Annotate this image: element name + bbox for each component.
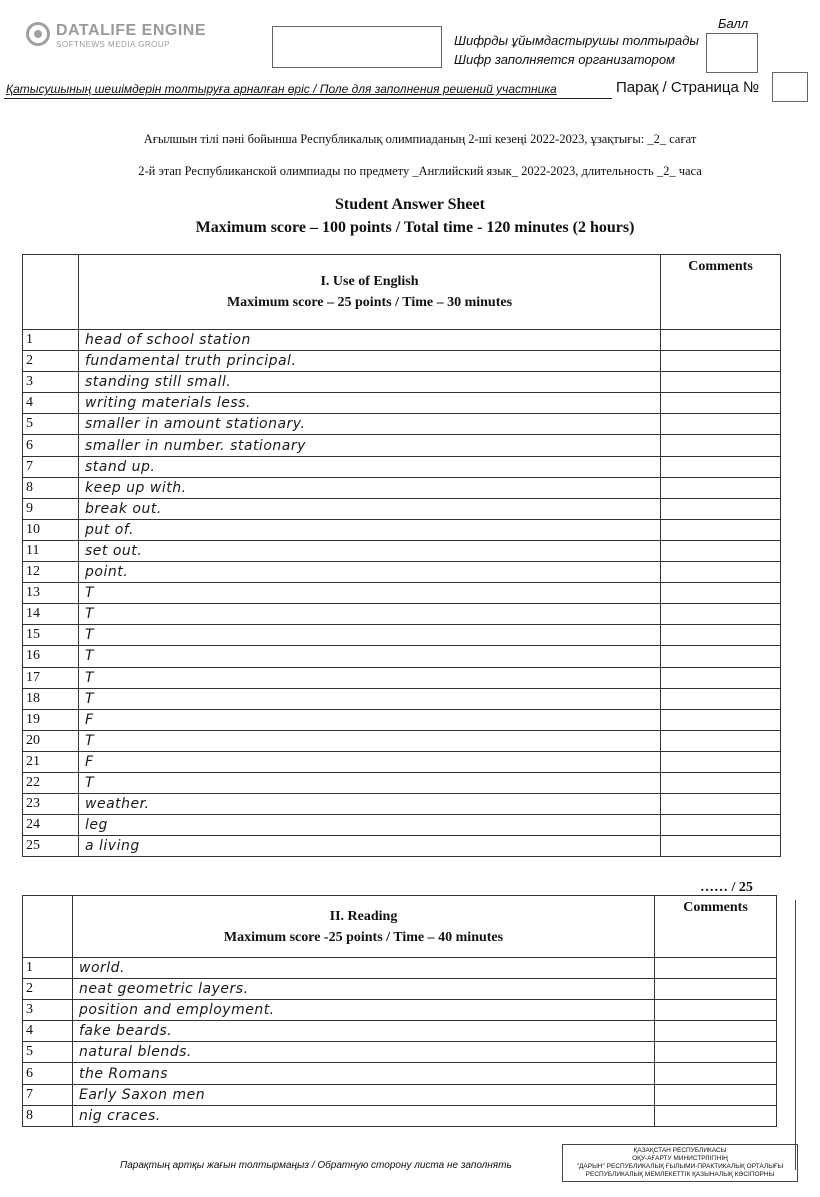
answer-cell[interactable]: head of school station <box>79 330 661 351</box>
field-note: Қатысушының шешімдерін толтыруға арналған өріс / Поле для заполнения решений участника <box>6 82 557 96</box>
answer-cell[interactable]: T <box>79 772 661 793</box>
question-number: 9 <box>23 498 79 519</box>
comment-cell[interactable] <box>655 1021 777 1042</box>
answer-row <box>23 646 781 667</box>
answer-cell[interactable]: fundamental truth principal. <box>79 351 661 372</box>
watermark-logo <box>26 22 216 52</box>
answer-cell[interactable]: T <box>79 688 661 709</box>
watermark-sub: SOFTNEWS MEDIA GROUP <box>56 40 171 49</box>
comment-cell[interactable] <box>661 604 781 625</box>
comment-cell[interactable] <box>661 435 781 456</box>
question-number: 4 <box>23 393 79 414</box>
sheet-title: Student Answer Sheet <box>335 196 485 213</box>
comment-cell[interactable] <box>661 709 781 730</box>
answer-row <box>23 435 781 456</box>
answer-cell[interactable]: keep up with. <box>79 477 661 498</box>
question-number: 6 <box>23 1063 73 1084</box>
answer-row <box>23 1021 777 1042</box>
stamp-line-4: РЕСПУБЛИКАЛЫҚ МЕМЛЕКЕТТІК ҚАЗЫНАЛЫҚ КӘСІПОРНЫ <box>585 1171 775 1178</box>
answer-row <box>23 519 781 540</box>
section1-header-num <box>23 255 79 330</box>
comment-cell[interactable] <box>655 1000 777 1021</box>
answer-row <box>23 625 781 646</box>
olympiad-line-ru: 2-й этап Республиканской олимпиады по предмету _Английский язык_ 2022-2023, длительность _2_ часа <box>138 164 702 178</box>
section2-comments-header: Comments <box>655 896 777 958</box>
answer-row <box>23 1084 777 1105</box>
question-number: 20 <box>23 730 79 751</box>
answer-row <box>23 751 781 772</box>
answer-row <box>23 604 781 625</box>
answer-cell[interactable]: put of. <box>79 519 661 540</box>
section2-header <box>73 896 655 958</box>
answer-row <box>23 477 781 498</box>
question-number: 6 <box>23 435 79 456</box>
answer-row <box>23 979 777 1000</box>
answer-row <box>23 372 781 393</box>
comment-cell[interactable] <box>655 1105 777 1126</box>
answer-row <box>23 330 781 351</box>
question-number: 8 <box>23 477 79 498</box>
question-number: 10 <box>23 519 79 540</box>
comment-cell[interactable] <box>661 540 781 561</box>
question-number: 14 <box>23 604 79 625</box>
question-number: 25 <box>23 836 79 857</box>
comment-cell[interactable] <box>661 456 781 477</box>
comment-cell[interactable] <box>655 1063 777 1084</box>
question-number: 2 <box>23 351 79 372</box>
answer-cell[interactable]: leg <box>79 815 661 836</box>
answer-cell[interactable]: natural blends. <box>73 1042 655 1063</box>
answer-cell[interactable]: weather. <box>79 794 661 815</box>
question-number: 4 <box>23 1021 73 1042</box>
logo-icon <box>26 22 50 46</box>
question-number: 15 <box>23 625 79 646</box>
answer-cell[interactable]: set out. <box>79 540 661 561</box>
answer-row <box>23 393 781 414</box>
page-number-box[interactable] <box>772 72 808 102</box>
comment-cell[interactable] <box>661 751 781 772</box>
section1-comments-header: Comments <box>661 255 781 330</box>
comment-cell[interactable] <box>661 372 781 393</box>
score-box <box>706 33 758 73</box>
comment-cell[interactable] <box>661 351 781 372</box>
comment-cell[interactable] <box>661 688 781 709</box>
answer-cell[interactable]: nig craces. <box>73 1105 655 1126</box>
score-label: Балл <box>718 16 749 31</box>
answer-row <box>23 730 781 751</box>
answer-row <box>23 815 781 836</box>
olympiad-line-kz: Ағылшын тілі пәні бойынша Республикалық олимпиаданың 2-ші кезеңі 2022-2023, ұзақтығы: _2_ сағат <box>143 132 697 146</box>
section1-header <box>79 255 661 330</box>
comment-cell[interactable] <box>655 979 777 1000</box>
answer-cell[interactable]: T <box>79 583 661 604</box>
answer-cell[interactable]: smaller in amount stationary. <box>79 414 661 435</box>
cipher-box <box>272 26 442 68</box>
comment-cell[interactable] <box>661 836 781 857</box>
answer-cell[interactable]: fake beards. <box>73 1021 655 1042</box>
question-number: 11 <box>23 540 79 561</box>
page-right-border <box>795 900 796 1170</box>
question-number: 22 <box>23 772 79 793</box>
answer-row <box>23 562 781 583</box>
answer-row <box>23 688 781 709</box>
comment-cell[interactable] <box>661 414 781 435</box>
comment-cell[interactable] <box>661 562 781 583</box>
use-of-english-table <box>22 254 781 857</box>
comment-cell[interactable] <box>661 583 781 604</box>
answer-row <box>23 456 781 477</box>
question-number: 24 <box>23 815 79 836</box>
cipher-kz-label: Шифрды ұйымдастырушы толтырады <box>454 33 700 48</box>
comment-cell[interactable] <box>661 477 781 498</box>
answer-cell[interactable]: smaller in number. stationary <box>79 435 661 456</box>
answer-cell[interactable]: T <box>79 667 661 688</box>
comment-cell[interactable] <box>661 330 781 351</box>
answer-cell[interactable]: T <box>79 625 661 646</box>
answer-cell[interactable]: T <box>79 730 661 751</box>
answer-cell[interactable]: world. <box>73 958 655 979</box>
answer-cell[interactable]: F <box>79 751 661 772</box>
answer-row <box>23 1042 777 1063</box>
question-number: 17 <box>23 667 79 688</box>
question-number: 18 <box>23 688 79 709</box>
comment-cell[interactable] <box>655 1084 777 1105</box>
answer-cell[interactable]: neat geometric layers. <box>73 979 655 1000</box>
page-number-label: Парақ / Страница № <box>616 79 760 96</box>
answer-row <box>23 794 781 815</box>
answer-row <box>23 351 781 372</box>
header-divider <box>4 98 612 99</box>
answer-cell[interactable]: a living <box>79 836 661 857</box>
answer-cell[interactable]: T <box>79 646 661 667</box>
answer-cell[interactable]: writing materials less. <box>79 393 661 414</box>
reading-table <box>22 895 777 1127</box>
question-number: 7 <box>23 456 79 477</box>
comment-cell[interactable] <box>655 958 777 979</box>
question-number: 8 <box>23 1105 73 1126</box>
section2-header-row <box>23 896 777 958</box>
answer-row <box>23 1105 777 1126</box>
comment-cell[interactable] <box>661 393 781 414</box>
sheet-subtitle: Maximum score – 100 points / Total time - 120 minutes (2 hours) <box>195 219 635 236</box>
section2-title: II. Reading <box>329 908 398 924</box>
answer-cell[interactable]: F <box>79 709 661 730</box>
answer-cell[interactable]: T <box>79 604 661 625</box>
section1-subtitle: Maximum score – 25 points / Time – 30 minutes <box>226 295 513 310</box>
question-number: 3 <box>23 372 79 393</box>
section1-title: I. Use of English <box>320 274 419 289</box>
comment-cell[interactable] <box>661 772 781 793</box>
question-number: 2 <box>23 979 73 1000</box>
question-number: 13 <box>23 583 79 604</box>
answer-row <box>23 667 781 688</box>
answer-row <box>23 836 781 857</box>
section2-subtitle: Maximum score -25 points / Time – 40 minutes <box>223 929 504 945</box>
answer-row <box>23 414 781 435</box>
question-number: 1 <box>23 330 79 351</box>
answer-cell[interactable]: break out. <box>79 498 661 519</box>
cipher-ru-label: Шифр заполняется организатором <box>454 52 675 67</box>
comment-cell[interactable] <box>655 1042 777 1063</box>
question-number: 7 <box>23 1084 73 1105</box>
answer-row <box>23 583 781 604</box>
answer-cell[interactable]: Early Saxon men <box>73 1084 655 1105</box>
answer-row <box>23 709 781 730</box>
answer-row <box>23 1063 777 1084</box>
section1-score: …… / 25 <box>700 880 753 895</box>
comment-cell[interactable] <box>661 730 781 751</box>
question-number: 5 <box>23 414 79 435</box>
comment-cell[interactable] <box>661 519 781 540</box>
question-number: 1 <box>23 958 73 979</box>
watermark-name: DATALIFE ENGINE <box>56 22 207 39</box>
answer-row <box>23 498 781 519</box>
section1-header-row <box>23 255 781 330</box>
comment-cell[interactable] <box>661 625 781 646</box>
footer-note: Парақтың артқы жағын толтырмаңыз / Обратную сторону листа не заполнять <box>120 1160 512 1171</box>
answer-row <box>23 958 777 979</box>
comment-cell[interactable] <box>661 498 781 519</box>
question-number: 19 <box>23 709 79 730</box>
comment-cell[interactable] <box>661 646 781 667</box>
stamp-line-2: ОҚУ-АҒАРТУ МИНИСТРЛІГІНІҢ <box>632 1155 728 1162</box>
comment-cell[interactable] <box>661 815 781 836</box>
answer-cell[interactable]: standing still small. <box>79 372 661 393</box>
stamp-line-3: "ДАРЫН" РЕСПУБЛИКАЛЫҚ ҒЫЛЫМИ-ПРАКТИКАЛЫҚ ОРТАЛЫҒЫ <box>576 1163 784 1170</box>
answer-cell[interactable]: the Romans <box>73 1063 655 1084</box>
organization-stamp <box>562 1144 798 1182</box>
comment-cell[interactable] <box>661 667 781 688</box>
stamp-line-1: ҚАЗАҚСТАН РЕСПУБЛИКАСЫ <box>633 1147 727 1154</box>
answer-row <box>23 540 781 561</box>
answer-cell[interactable]: stand up. <box>79 456 661 477</box>
section2-header-num <box>23 896 73 958</box>
question-number: 5 <box>23 1042 73 1063</box>
answer-cell[interactable]: position and employment. <box>73 1000 655 1021</box>
question-number: 12 <box>23 562 79 583</box>
question-number: 3 <box>23 1000 73 1021</box>
comment-cell[interactable] <box>661 794 781 815</box>
question-number: 23 <box>23 794 79 815</box>
answer-row <box>23 772 781 793</box>
answer-row <box>23 1000 777 1021</box>
answer-cell[interactable]: point. <box>79 562 661 583</box>
question-number: 16 <box>23 646 79 667</box>
question-number: 21 <box>23 751 79 772</box>
